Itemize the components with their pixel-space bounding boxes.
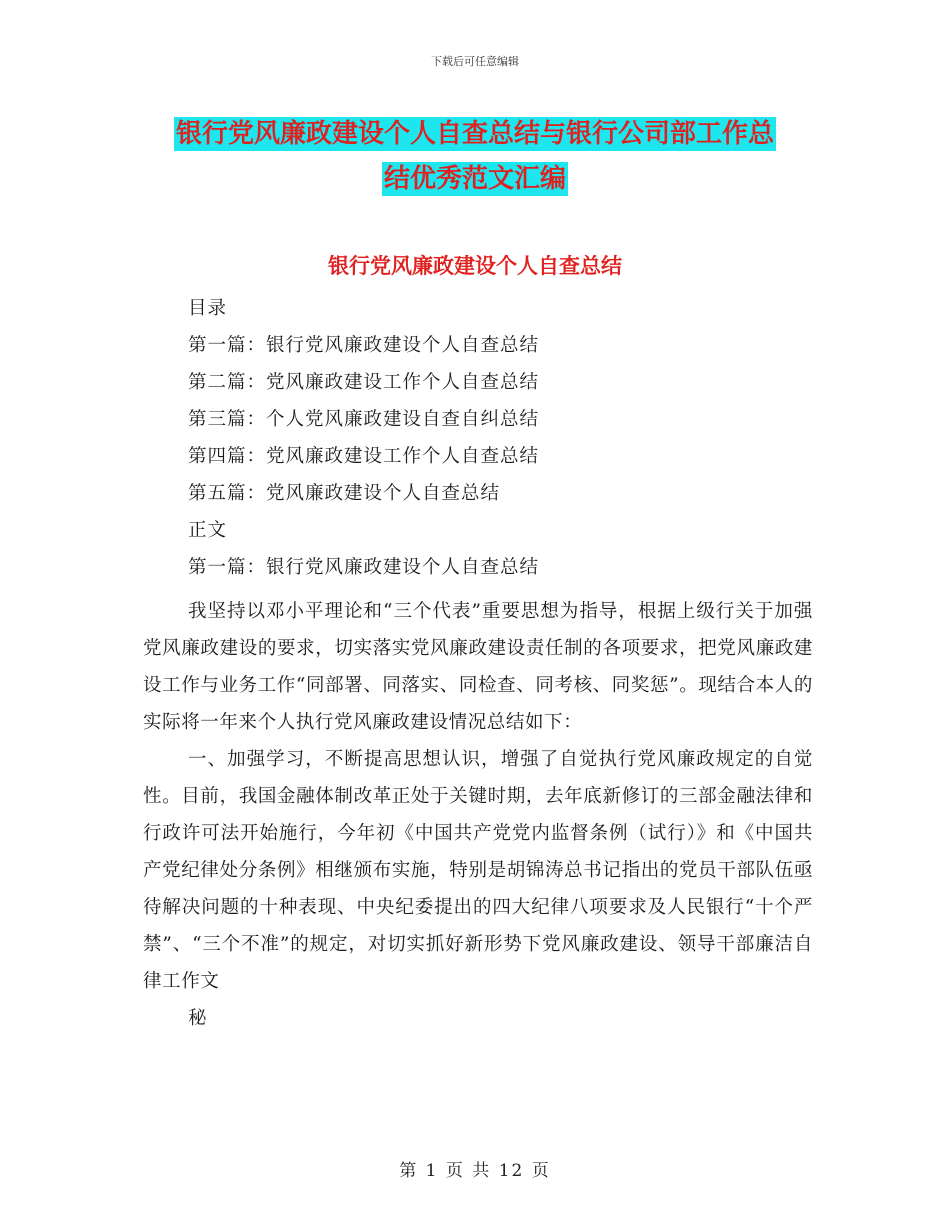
header-note: 下载后可任意编辑 [431, 55, 519, 68]
page-footer: 第 1 页 共 12 页 [399, 1161, 551, 1181]
toc-heading: 目录 [188, 298, 228, 319]
document-title-line-1 [0, 113, 950, 150]
title-highlight: 结优秀范文汇编 [383, 164, 566, 194]
paragraph: 秘 [188, 1008, 208, 1029]
document-title-line-2 [0, 158, 950, 195]
section-subtitle: 银行党风廉政建设个人自查总结 [328, 254, 622, 278]
table-of-contents [188, 296, 539, 592]
body-heading: 正文 [188, 520, 228, 541]
toc-item: 第一篇：银行党风廉政建设个人自查总结 [188, 335, 540, 356]
body-text [143, 593, 813, 1037]
toc-item: 第四篇：党风廉政建设工作个人自查总结 [188, 446, 540, 467]
chapter-heading: 第一篇：银行党风廉政建设个人自查总结 [188, 557, 540, 578]
toc-item: 第二篇：党风廉政建设工作个人自查总结 [188, 372, 540, 393]
toc-item: 第五篇：党风廉政建设个人自查总结 [188, 483, 501, 504]
paragraph: 一、加强学习，不断提高思想认识，增强了自觉执行党风廉政规定的自觉性。目前，我国金融体制改革正处于关键时期，去年底新修订的三部金融法律和行政许可法开始施行，今年初《中国共产党党内监督条例（试行）》和《中国共产党纪律处分条例》相继颁布实施，特别是胡锦涛总书记指出的党员干部队伍亟待解决问题的十种表现、中央纪委提出的四大纪律八项要求及人民银行“十个严禁”、“三个不准”的规定，对切实抓好新形势下党风廉政建设、领导干部廉洁自律工作文 [143, 749, 813, 992]
title-highlight: 银行党风廉政建设个人自查总结与银行公司部工作总 [175, 119, 774, 149]
paragraph: 我坚持以邓小平理论和“三个代表”重要思想为指导，根据上级行关于加强党风廉政建设的要求，切实落实党风廉政建设责任制的各项要求，把党风廉政建设工作与业务工作“同部署、同落实、同检查、同考核、同奖惩”。现结合本人的实际将一年来个人执行党风廉政建设情况总结如下： [143, 601, 813, 733]
toc-item: 第三篇：个人党风廉政建设自查自纠总结 [188, 409, 540, 430]
